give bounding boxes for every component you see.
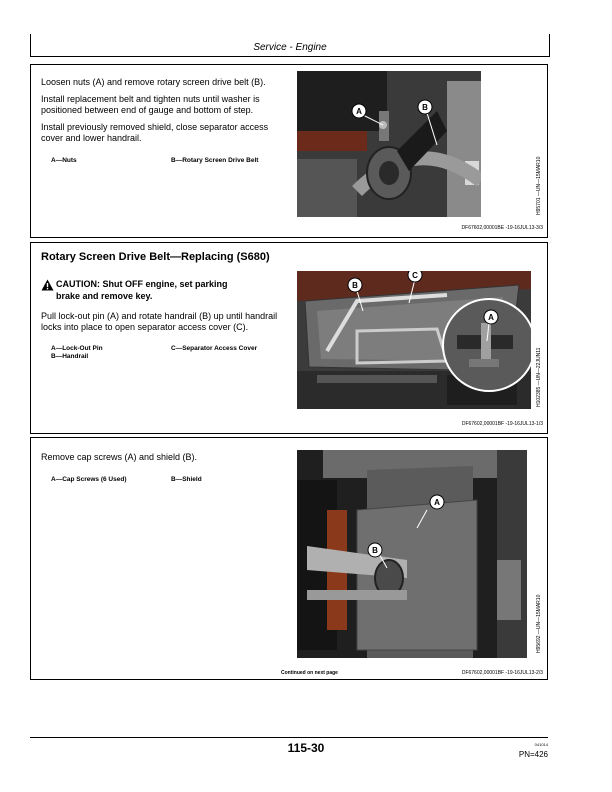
handrail-illustration — [297, 271, 531, 409]
caution-text-line1: CAUTION: Shut OFF engine, set parking — [56, 279, 228, 289]
figure-id: H102385 —UN—22JUN11 — [536, 347, 542, 407]
footer-divider — [30, 737, 548, 738]
svg-text:A: A — [488, 313, 494, 322]
svg-text:B: B — [352, 281, 358, 290]
legend-item: B—Handrail — [51, 353, 89, 360]
callout-c — [408, 271, 422, 282]
figure-drive-belt-photo — [297, 71, 481, 217]
svg-text:A: A — [356, 107, 362, 116]
legend-item: A—Nuts — [51, 157, 77, 164]
callout-a — [430, 495, 444, 509]
caution-text-line2: brake and remove key. — [56, 291, 153, 301]
document-id: DF67602,00001BF -19-16JUL13-1/3 — [461, 421, 543, 427]
footer-pn: PN=426 — [518, 750, 548, 759]
svg-text:C: C — [412, 271, 418, 280]
continued-note: Continued on next page — [281, 670, 338, 676]
document-id: DF67602,00001BE -19-16JUL13-3/3 — [461, 225, 543, 231]
callout-b — [348, 278, 362, 292]
legend-item: A—Lock-Out Pin — [51, 345, 103, 352]
footer-date: 041014 — [534, 742, 548, 747]
instruction-paragraph: Install replacement belt and tighten nuts until washer is positioned between end of gauge and bottom of step. — [41, 94, 260, 115]
callout-b — [368, 543, 382, 557]
instructions — [41, 452, 291, 469]
document-id: DF67602,00001BF -19-16JUL13-2/3 — [461, 670, 543, 676]
warning-icon — [41, 279, 54, 291]
section-belt-replacing — [30, 242, 548, 434]
callout-a — [352, 104, 366, 118]
section-title: Rotary Screen Drive Belt—Replacing (S680) — [41, 251, 270, 263]
figure-shield-photo — [297, 450, 527, 658]
legend-item: C—Separator Access Cover — [171, 345, 258, 352]
page-number: 115-30 — [287, 741, 325, 755]
caution-notice — [41, 279, 291, 302]
figure-id: H95692 —UN—15MAR10 — [536, 594, 542, 653]
legend-item: B—Shield — [171, 476, 202, 483]
figure-id: H95701 —UN—15MAR10 — [536, 156, 542, 215]
legend-item: A—Cap Screws (6 Used) — [51, 476, 127, 483]
callout-a — [484, 310, 498, 324]
instruction-paragraph: Remove cap screws (A) and shield (B). — [41, 452, 198, 462]
svg-text:B: B — [422, 103, 428, 112]
instruction-paragraph: Pull lock-out pin (A) and rotate handrail (B) up until handrail locks into place to open separator access cover (C). — [41, 311, 278, 332]
svg-text:B: B — [372, 546, 378, 555]
section-shield-removal — [30, 437, 548, 680]
header-title: Service - Engine — [253, 42, 327, 53]
callout-b — [418, 100, 432, 114]
instructions — [41, 311, 291, 339]
instructions — [41, 77, 291, 150]
page-header — [30, 34, 550, 57]
svg-text:A: A — [434, 498, 440, 507]
figure-handrail-photo — [297, 271, 531, 409]
instruction-paragraph: Loosen nuts (A) and remove rotary screen drive belt (B). — [41, 77, 266, 87]
legend-item: B—Rotary Screen Drive Belt — [171, 157, 259, 164]
shield-illustration — [297, 450, 527, 658]
drive-belt-illustration — [297, 71, 481, 217]
instruction-paragraph: Install previously removed shield, close separator access cover and lower handrail. — [41, 122, 269, 143]
section-belt-removal — [30, 64, 548, 238]
